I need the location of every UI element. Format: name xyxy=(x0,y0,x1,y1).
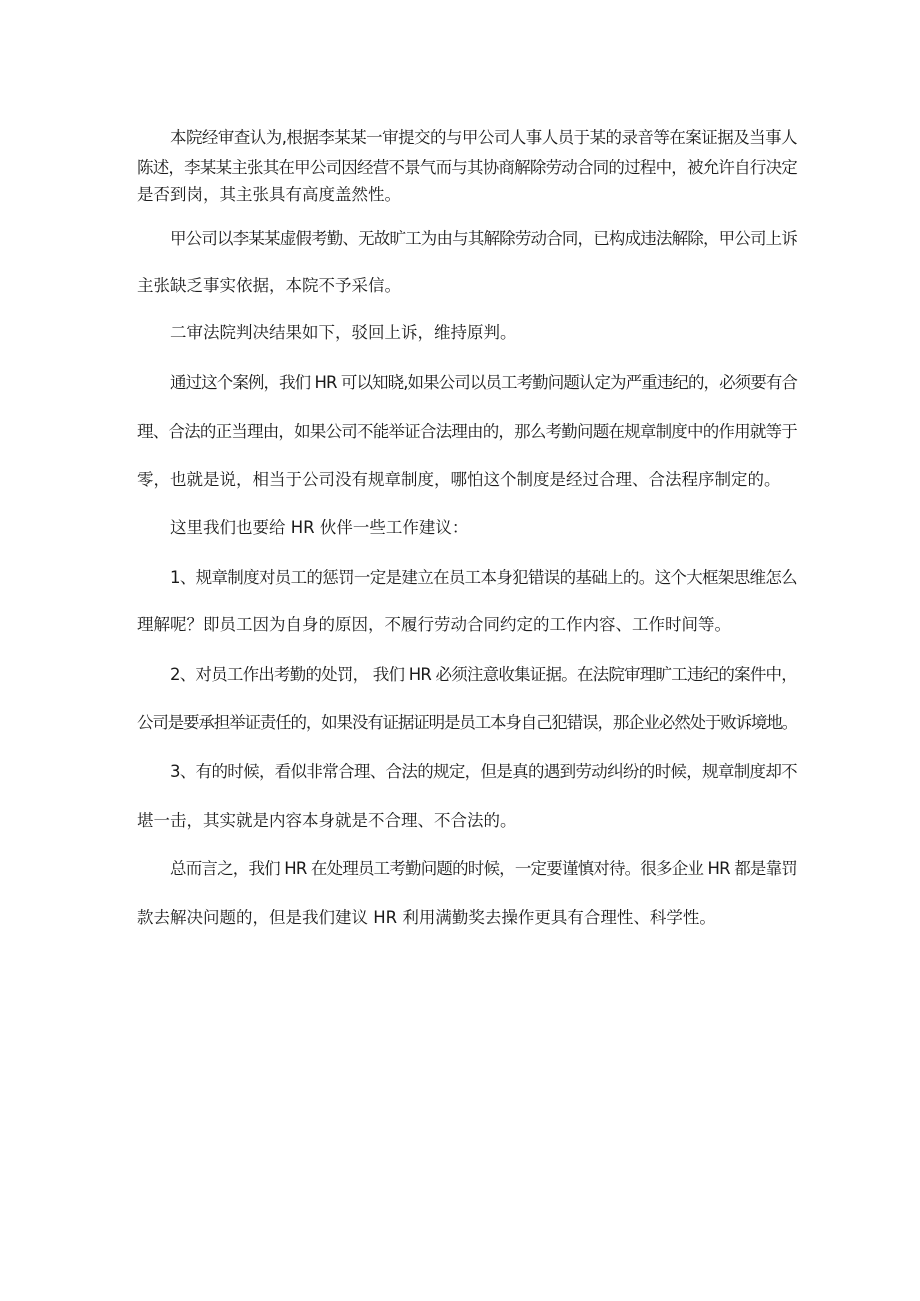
paragraph-2-line-1: 甲公司以李某某虚假考勤、无故旷工为由与其解除劳动合同，已构成违法解除，甲公司上诉 xyxy=(170,229,798,248)
paragraph-2-line-2: 主张缺乏事实依据，本院不予采信。 xyxy=(137,276,401,295)
paragraph-8-line-2: 堪一击，其实就是内容本身就是不合理、不合法的。 xyxy=(137,811,517,830)
paragraph-1-line-3: 是否到岗，其主张具有高度盖然性。 xyxy=(137,185,401,204)
paragraph-6-line-2: 理解呢？即员工因为自身的原因，不履行劳动合同约定的工作内容、工作时间等。 xyxy=(137,615,731,634)
paragraph-6-line-1: 1、规章制度对员工的惩罚一定是建立在员工本身犯错误的基础上的。这个大框架思维怎么 xyxy=(170,568,797,587)
paragraph-5-line-1: 这里我们也要给 HR 伙伴一些工作建议： xyxy=(170,518,469,537)
paragraph-3-line-1: 二审法院判决结果如下，驳回上诉，维持原判。 xyxy=(170,323,517,342)
paragraph-8-line-1: 3、有的时候，看似非常合理、合法的规定，但是真的遇到劳动纠纷的时候，规章制度却不 xyxy=(170,762,797,781)
paragraph-9-line-2: 款去解决问题的，但是我们建议 HR 利用满勤奖去操作更具有合理性、科学性。 xyxy=(137,908,716,927)
paragraph-4-line-1: 通过这个案例，我们 HR 可以知晓,如果公司以员工考勤问题认定为严重违纪的，必须要有合 xyxy=(170,373,797,392)
paragraph-7-line-2: 公司是要承担举证责任的，如果没有证据证明是员工本身自己犯错误，那企业必然处于败诉境地。 xyxy=(137,713,798,732)
paragraph-1-line-1: 本院经审查认为,根据李某某一审提交的与甲公司人事人员于某的录音等在案证据及当事人 xyxy=(170,128,797,147)
paragraph-1-line-2: 陈述，李某某主张其在甲公司因经营不景气而与其协商解除劳动合同的过程中，被允许自行决定 xyxy=(137,158,798,177)
paragraph-9-line-1: 总而言之，我们 HR 在处理员工考勤问题的时候，一定要谨慎对待。很多企业 HR 都是靠罚 xyxy=(170,859,797,878)
paragraph-4-line-2: 理、合法的正当理由，如果公司不能举证合法理由的，那么考勤问题在规章制度中的作用就等于 xyxy=(137,422,798,441)
paragraph-7-line-1: 2、对员工作出考勤的处罚， 我们 HR 必须注意收集证据。在法院审理旷工违纪的案件中， xyxy=(170,665,797,684)
paragraph-4-line-3: 零，也就是说，相当于公司没有规章制度，哪怕这个制度是经过合理、合法程序制定的。 xyxy=(137,470,781,489)
